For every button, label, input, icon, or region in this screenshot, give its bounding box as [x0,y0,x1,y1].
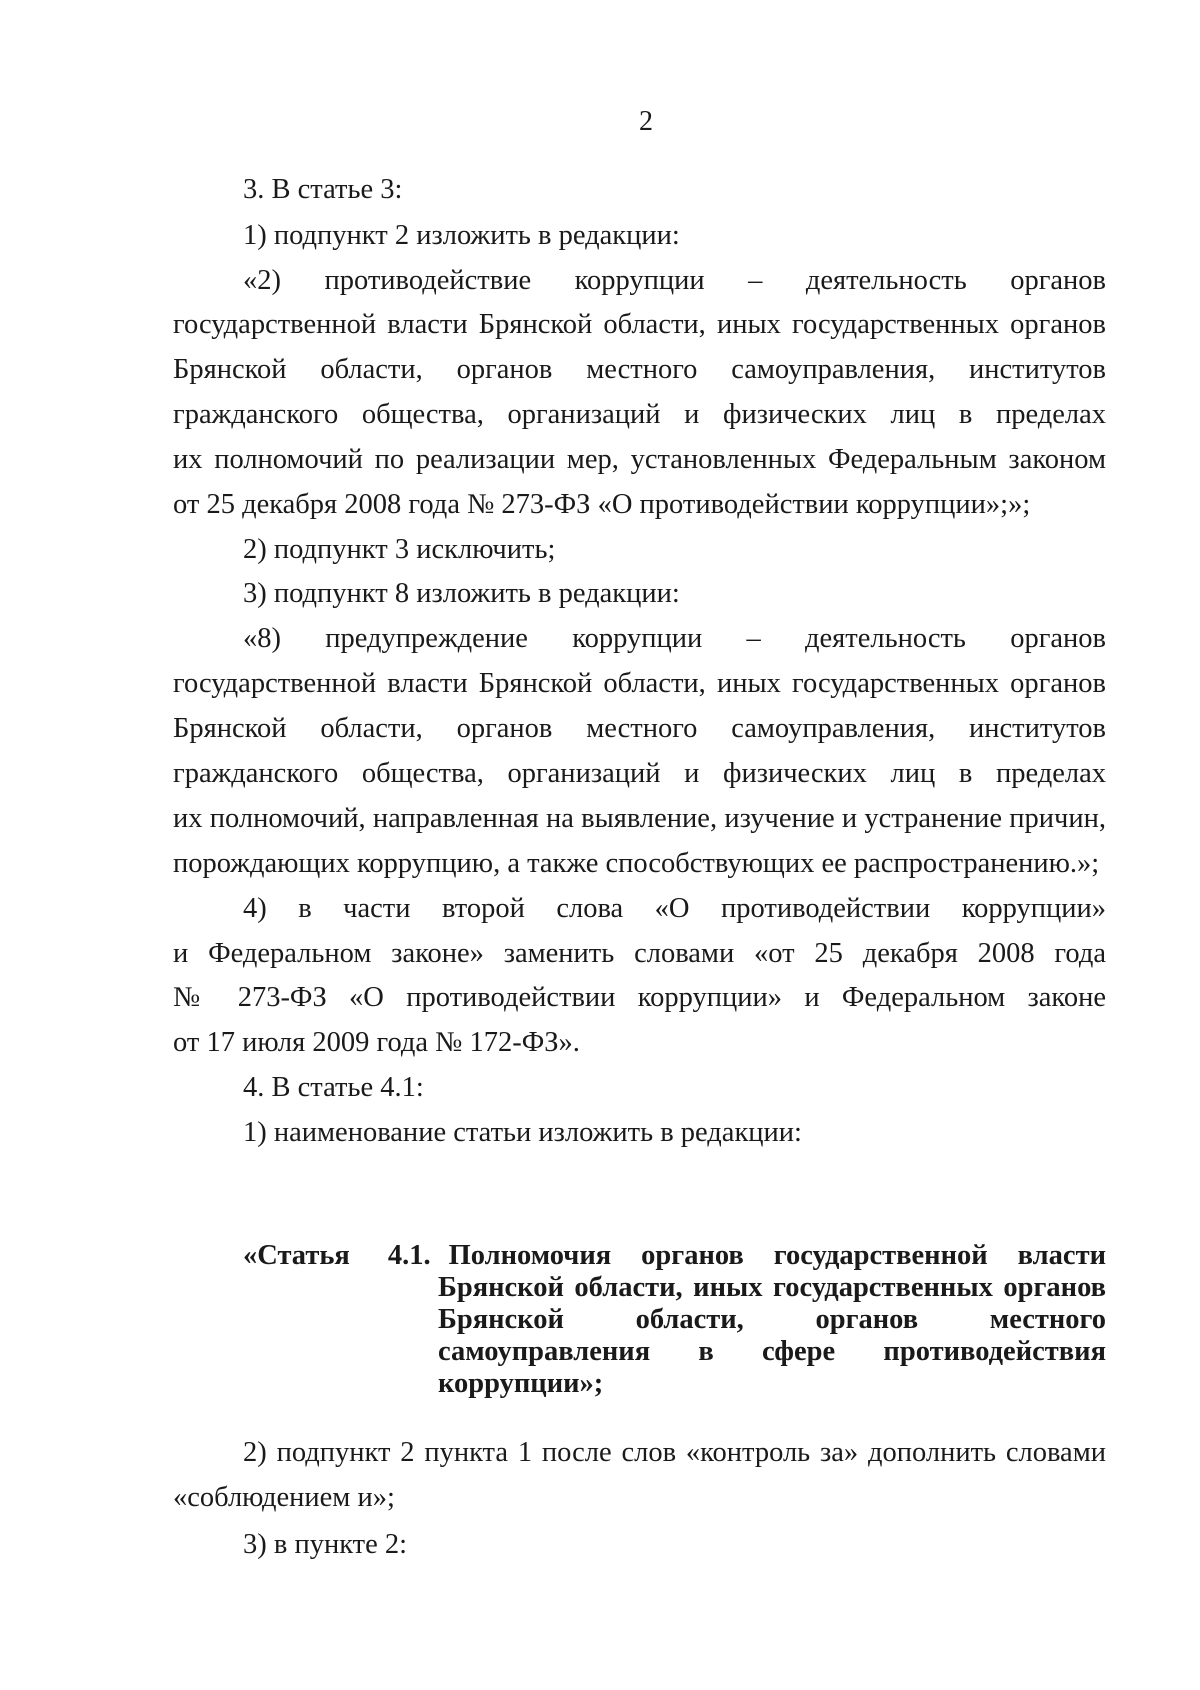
paragraph-line: и Федеральном законе» заменить словами «от 25 декабря 2008 года [173,938,1106,969]
section-heading-article-4-1: 4. В статье 4.1: [243,1072,424,1103]
paragraph-line: их полномочий, направленная на выявление, изучение и устранение причин, [173,803,1106,834]
paragraph-line: «8) предупреждение коррупции – деятельность органов [243,623,1106,654]
page-number: 2 [639,106,653,137]
paragraph-line: Брянской области, органов местного самоуправления, институтов [173,354,1106,385]
paragraph-line: 3) подпункт 8 изложить в редакции: [243,578,680,609]
paragraph-line: 2) подпункт 3 исключить; [243,534,556,565]
paragraph-line: 1) наименование статьи изложить в редакции: [243,1117,802,1148]
paragraph-line: от 17 июля 2009 года № 172-ФЗ». [173,1027,580,1058]
paragraph-line: порождающих коррупцию, а также способствующих ее распространению.»; [173,848,1100,879]
article-title-line: коррупции»; [438,1368,604,1399]
paragraph-line: «2) противодействие коррупции – деятельность органов [243,265,1106,296]
article-title-line: самоуправления в сфере противодействия [438,1336,1106,1367]
paragraph-line: их полномочий по реализации мер, установленных Федеральным законом [173,444,1106,475]
article-number: 4.1. [387,1240,431,1271]
paragraph-line: государственной власти Брянской области, иных государственных органов [173,309,1106,340]
article-title-line: Брянской области, иных государственных органов [438,1272,1106,1303]
paragraph-line: от 25 декабря 2008 года № 273-ФЗ «О противодействии коррупции»;»; [173,489,1031,520]
article-word: «Статья [243,1240,350,1271]
paragraph-line: государственной власти Брянской области, иных государственных органов [173,668,1106,699]
paragraph-line: 2) подпункт 2 пункта 1 после слов «контроль за» дополнить словами [243,1437,1106,1468]
paragraph-line: 3) в пункте 2: [243,1529,408,1560]
article-title-start: Полномочия органов государственной власти [448,1240,1106,1271]
article-title-line: Брянской области, органов местного [438,1304,1106,1335]
paragraph-line: 1) подпункт 2 изложить в редакции: [243,220,680,251]
paragraph-line: «соблюдением и»; [173,1482,395,1513]
paragraph-line: Брянской области, органов местного самоуправления, институтов [173,713,1106,744]
section-heading-article-3: 3. В статье 3: [243,174,403,205]
paragraph-line: гражданского общества, организаций и физических лиц в пределах [173,399,1106,430]
paragraph-line: 4) в части второй слова «О противодействии коррупции» [243,893,1106,924]
article-title-line [243,1240,1106,1272]
paragraph-line: № 273-ФЗ «О противодействии коррупции» и Федеральном законе [173,982,1106,1013]
paragraph-line: гражданского общества, организаций и физических лиц в пределах [173,758,1106,789]
